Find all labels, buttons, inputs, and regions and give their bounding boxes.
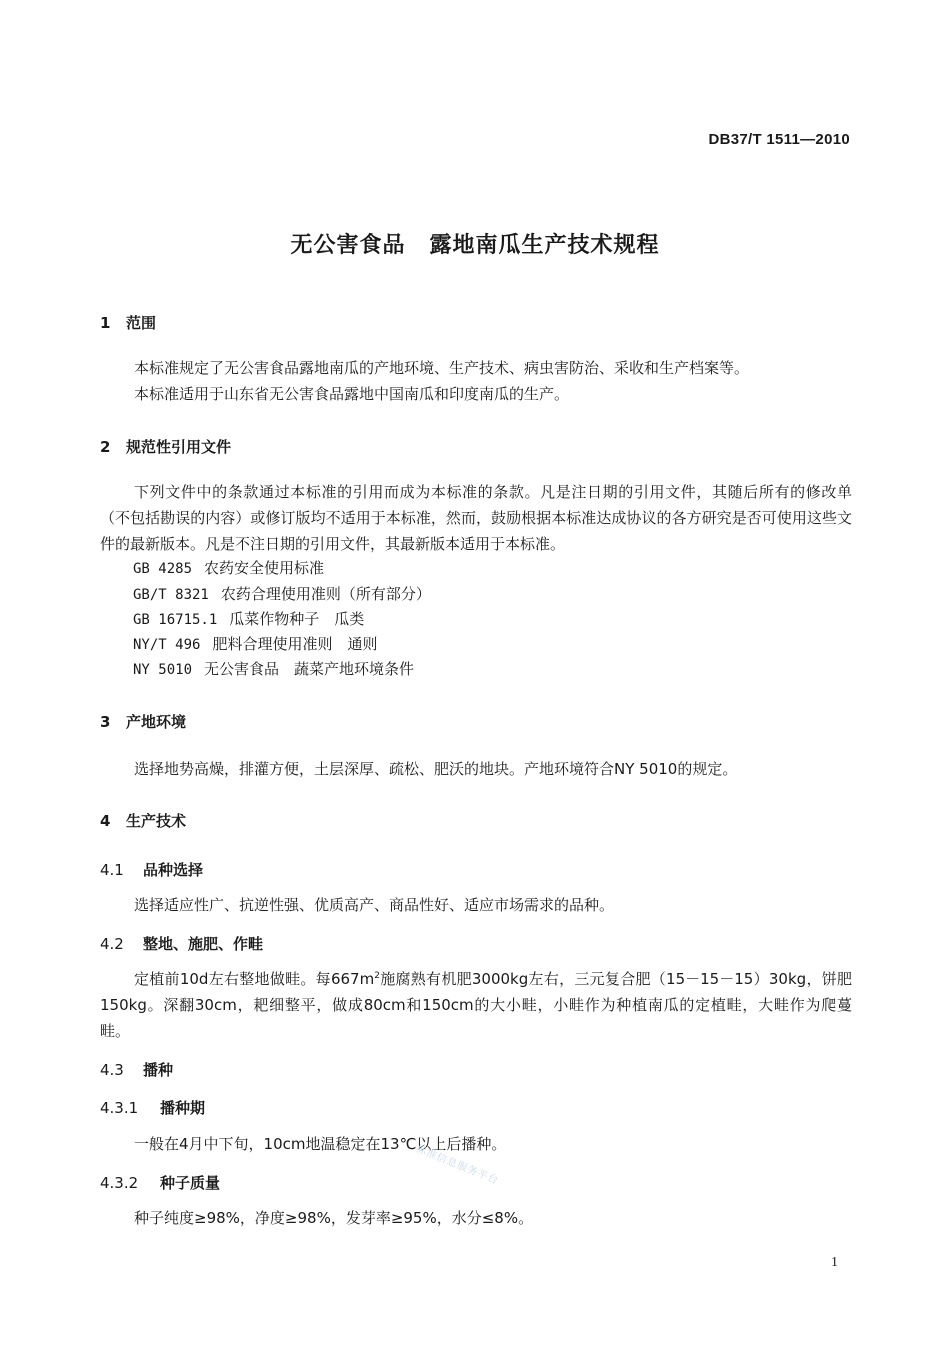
- subsection-4-3-2-heading: [100, 1172, 220, 1193]
- reference-item: [133, 633, 377, 654]
- subsection-number: 4.2: [100, 935, 124, 953]
- section-number: 2: [100, 438, 111, 456]
- section-4-heading: [100, 810, 186, 831]
- section-2-paragraph-1: 下列文件中的条款通过本标准的引用而成为本标准的条款。凡是注日期的引用文件，其随后所有的修改单（不包括勘误的内容）或修订版均不适用于本标准，然而，鼓励根据本标准达成协议的各方研究是否可使用这些文件的最新版本。凡是不注日期的引用文件，其最新版本适用于本标准。: [100, 483, 852, 553]
- reference-title: 肥料合理使用准则 通则: [212, 635, 378, 653]
- section-3-heading: [100, 711, 186, 732]
- subsection-title: 播种期: [160, 1099, 206, 1117]
- reference-item: [133, 608, 364, 629]
- reference-title: 瓜菜作物种子 瓜类: [229, 610, 365, 628]
- subsection-number: 4.3.2: [100, 1174, 139, 1192]
- document-code: DB37/T 1511—2010: [708, 131, 850, 148]
- paragraph-text-a: 定植前10d左右整地做畦。每667m: [134, 970, 375, 988]
- reference-title: 农药合理使用准则（所有部分）: [220, 585, 431, 603]
- section-number: 1: [100, 314, 111, 332]
- section-1-heading: [100, 312, 156, 333]
- reference-item: [133, 658, 414, 679]
- subsection-4-3-2-paragraph: 种子纯度≥98%，净度≥98%，发芽率≥95%，水分≤8%。: [134, 1209, 534, 1227]
- subsection-title: 品种选择: [143, 861, 204, 879]
- subsection-4-2-paragraph: [100, 966, 852, 1044]
- paragraph-text-b: 施腐熟有机肥3000kg左右，三元复合肥（15－15－15）30kg，饼肥150kg。深翻30cm，耙细整平，做成80cm和150cm的大小畦，小畦作为种植南瓜的定植畦，大畦作为爬蔓畦。: [100, 970, 852, 1040]
- subsection-4-3-1-heading: [100, 1097, 205, 1118]
- subsection-4-3-1-paragraph: 一般在4月中下旬，10cm地温稳定在13℃以上后播种。: [134, 1135, 507, 1153]
- subsection-number: 4.1: [100, 861, 124, 879]
- subsection-number: 4.3: [100, 1061, 124, 1079]
- reference-title: 无公害食品 蔬菜产地环境条件: [204, 660, 415, 678]
- section-title: 范围: [126, 314, 157, 332]
- reference-item: [133, 557, 324, 578]
- reference-code: GB 16715.1: [133, 612, 218, 628]
- section-1-paragraph-2: 本标准适用于山东省无公害食品露地中国南瓜和印度南瓜的生产。: [134, 385, 570, 403]
- subsection-4-3-heading: [100, 1059, 173, 1080]
- subsection-4-1-heading: [100, 859, 203, 880]
- section-2-heading: [100, 436, 231, 457]
- subsection-number: 4.3.1: [100, 1099, 139, 1117]
- subsection-title: 整地、施肥、作畦: [143, 935, 264, 953]
- section-3-paragraph-1: 选择地势高燥，排灌方便，土层深厚、疏松、肥沃的地块。产地环境符合NY 5010的规定。: [134, 760, 738, 778]
- subsection-4-1-paragraph: 选择适应性广、抗逆性强、优质高产、商品性好、适应市场需求的品种。: [134, 896, 615, 914]
- subsection-title: 播种: [143, 1061, 174, 1079]
- section-number: 3: [100, 713, 111, 731]
- page-number: 1: [831, 1255, 838, 1270]
- reference-code: GB 4285: [133, 561, 193, 577]
- title-part-2: 露地南瓜生产技术规程: [429, 233, 660, 258]
- subsection-title: 种子质量: [160, 1174, 221, 1192]
- section-title: 生产技术: [126, 812, 187, 830]
- watermark: 标准信息服务平台: [414, 1143, 501, 1187]
- reference-item: [133, 583, 431, 604]
- reference-code: GB/T 8321: [133, 587, 209, 603]
- subsection-4-2-heading: [100, 933, 263, 954]
- document-title: [0, 228, 950, 259]
- section-1-paragraph-1: 本标准规定了无公害食品露地南瓜的产地环境、生产技术、病虫害防治、采收和生产档案等。: [134, 359, 750, 377]
- superscript: 2: [374, 971, 380, 981]
- section-title: 产地环境: [126, 713, 187, 731]
- section-number: 4: [100, 812, 111, 830]
- title-part-1: 无公害食品: [290, 233, 406, 258]
- reference-code: NY/T 496: [133, 637, 201, 653]
- reference-code: NY 5010: [133, 662, 193, 678]
- reference-title: 农药安全使用标准: [204, 559, 325, 577]
- section-title: 规范性引用文件: [126, 438, 232, 456]
